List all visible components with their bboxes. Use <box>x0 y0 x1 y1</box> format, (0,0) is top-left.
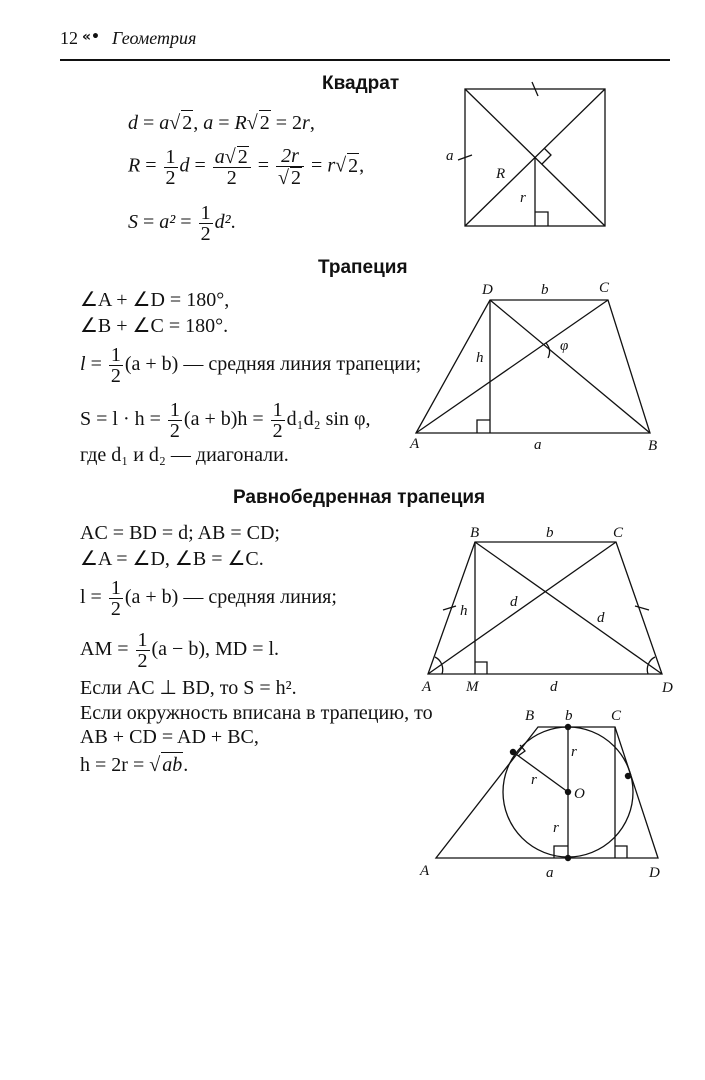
tangent-point-right <box>625 773 631 779</box>
iso-label-d1: d <box>510 594 518 610</box>
iso-line-4: AM = $\frac{1}{2}$ (a − b), MD = l. <box>80 629 280 672</box>
tangent-point-top <box>565 724 571 730</box>
iso-diagonal-BD <box>475 542 662 674</box>
trap-line-4: S = l · h = $\frac{1}{2}$ (a + b)h = $\frac{1}{2}$ d₁d₂ sin φ, <box>80 399 371 442</box>
trap-line-5: где d₁ и d₂ — диагонали. <box>80 444 289 466</box>
iso-label-d3: d <box>550 679 558 695</box>
ins-label-A: A <box>420 863 430 879</box>
iso-line-5: Если AC ⊥ BD, то S = h². <box>80 677 297 699</box>
iso-line-8: h = 2r = √ ab. <box>80 754 189 776</box>
trapezoid-diagram <box>400 278 680 458</box>
running-title: Геометрия <box>112 28 197 48</box>
trap-label-b: b <box>541 282 549 298</box>
heading-square: Квадрат <box>322 73 400 94</box>
trap-line-1: ∠A + ∠D = 180°, <box>80 289 230 311</box>
ins-label-r1: r <box>571 744 577 760</box>
ins-label-B: B <box>525 708 535 724</box>
tangent-point-left <box>510 749 516 755</box>
iso-line-1: AC = BD = d; AB = CD; <box>80 522 280 544</box>
trap-line-3: l = $\frac{1}{2}$ (a + b) — средняя линия трапеции; <box>80 344 422 387</box>
square-label-a: a <box>446 148 454 164</box>
iso-line-2: ∠A = ∠D, ∠B = ∠C. <box>80 548 264 570</box>
iso-angle-D <box>647 657 655 674</box>
header-symbol: «• <box>82 29 100 45</box>
heading-trapezoid: Трапеция <box>318 257 408 278</box>
iso-tick-right <box>635 606 649 610</box>
trap-angle-arc <box>546 343 550 358</box>
trap-diagonal-DB <box>490 300 650 433</box>
iso-label-C: C <box>613 525 624 541</box>
square-formula-3: S = a² = $\frac{1}{2}$ d². <box>128 202 236 245</box>
iso-label-b: b <box>546 525 554 541</box>
trap-label-h: h <box>476 350 484 366</box>
ins-label-a: a <box>546 865 554 881</box>
square-formula-2: R = $\frac{1}{2}$ d = $\frac{a√ 2}{2}$ = $\frac{2r}{√ 2}$ = r√ 2, <box>128 145 365 189</box>
center-point-O <box>565 789 571 795</box>
trap-label-phi: φ <box>560 338 569 354</box>
heading-isosceles: Равнобедренная трапеция <box>233 487 486 508</box>
iso-right-angle <box>475 662 487 674</box>
square-right-angle-diagonal <box>542 148 551 164</box>
isosceles-diagram <box>410 520 685 700</box>
tangent-point-bottom <box>565 855 571 861</box>
ins-label-r3: r <box>553 820 559 836</box>
ins-label-D: D <box>649 865 660 881</box>
ins-label-C: C <box>611 708 622 724</box>
ins-label-b: b <box>565 708 573 724</box>
trap-diagonal-AC <box>416 300 608 433</box>
iso-line-3: l = $\frac{1}{2}$ (a + b) — средняя линия; <box>80 577 337 620</box>
header-rule <box>60 59 670 61</box>
trap-outline <box>416 300 650 433</box>
iso-label-D: D <box>662 680 673 696</box>
ins-label-O: O <box>574 786 585 802</box>
trap-label-a: a <box>534 437 542 453</box>
square-formula-1: d = a√ 2, a = R√ 2 = 2r, <box>128 112 315 134</box>
page-number: 12 <box>60 28 78 48</box>
square-diagram <box>440 80 630 240</box>
iso-label-M: M <box>466 679 479 695</box>
iso-line-6: Если окружность вписана в трапецию, то <box>80 702 433 724</box>
iso-label-A: A <box>422 679 432 695</box>
inscribed-radius-slant <box>513 752 568 792</box>
ins-label-r2: r <box>531 772 537 788</box>
trap-label-D: D <box>482 282 493 298</box>
iso-line-7: AB + CD = AD + BC, <box>80 726 259 748</box>
trap-label-C: C <box>599 280 610 296</box>
square-right-angle-bottom <box>535 212 548 226</box>
trap-label-B: B <box>648 438 658 454</box>
square-label-r: r <box>520 190 526 206</box>
trap-right-angle <box>477 420 490 433</box>
iso-angle-A <box>435 657 443 674</box>
square-label-R: R <box>496 166 506 182</box>
iso-diagonal-AC <box>428 542 616 674</box>
inscribed-circle-diagram <box>410 700 690 890</box>
inscribed-right-angle-2 <box>615 846 627 858</box>
inscribed-trap-outline <box>436 727 658 858</box>
iso-label-h: h <box>460 603 468 619</box>
iso-tick-left <box>443 606 456 610</box>
iso-label-B: B <box>470 525 480 541</box>
trap-line-2: ∠B + ∠C = 180°. <box>80 315 229 337</box>
trap-label-A: A <box>410 436 420 452</box>
iso-label-d2: d <box>597 610 605 626</box>
